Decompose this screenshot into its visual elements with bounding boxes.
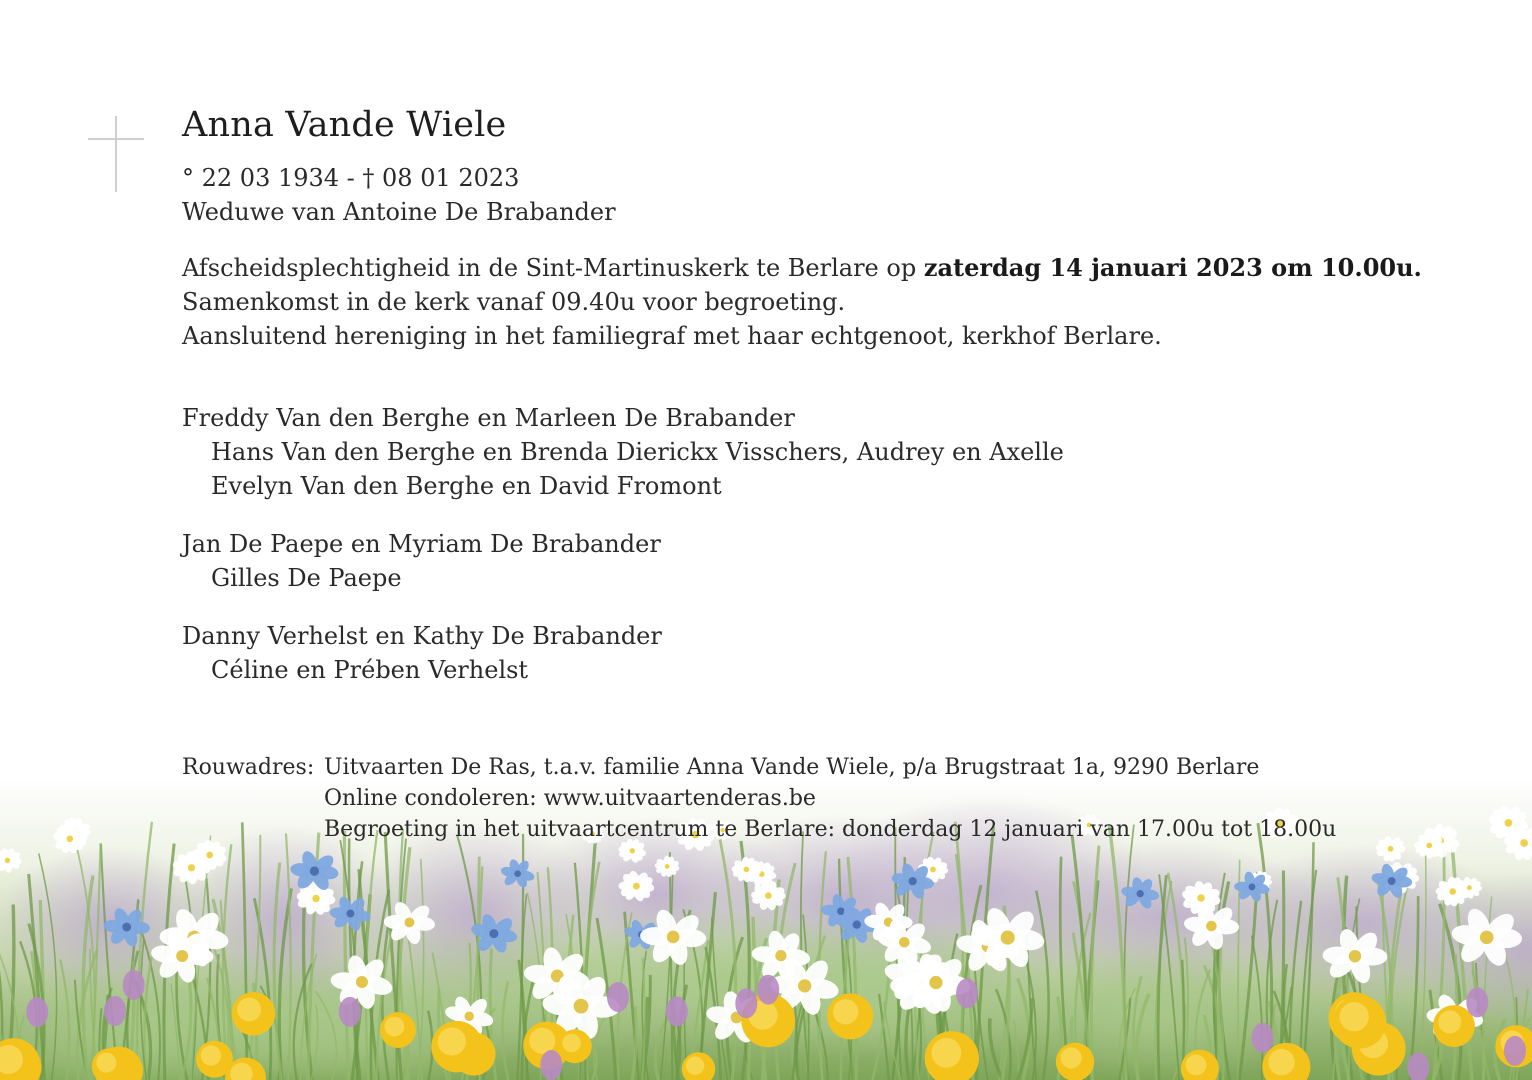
address-label: Rouwadres: — [182, 755, 315, 780]
mourning-address-block — [182, 752, 1336, 845]
family-member: Gilles De Paepe — [211, 564, 402, 592]
family-group — [182, 619, 1482, 687]
ceremony-date: zaterdag 14 januari 2023 om 10.00u. — [923, 253, 1422, 282]
address-line: Uitvaarten De Ras, t.a.v. familie Anna Vande Wiele, p/a Brugstraat 1a, 9290 Berlare — [324, 755, 1260, 780]
ceremony-line-2: Samenkomst in de kerk vanaf 09.40u voor begroeting. — [182, 288, 846, 316]
online-condolence-line: Online condoleren: www.uitvaartenderas.be — [324, 786, 816, 811]
ceremony-line-1 — [182, 251, 1482, 285]
family-group — [182, 401, 1482, 503]
family-member: Evelyn Van den Berghe en David Fromont — [211, 472, 722, 500]
family-group — [182, 527, 1482, 595]
obituary-text — [182, 100, 1482, 687]
family-head: Freddy Van den Berghe en Marleen De Brabander — [182, 404, 795, 432]
deceased-name: Anna Vande Wiele — [182, 105, 507, 145]
family-head: Danny Verhelst en Kathy De Brabander — [182, 622, 662, 650]
ceremony-place: Afscheidsplechtigheid in de Sint-Martinuskerk te Berlare op — [182, 254, 924, 282]
spouse-relation: Weduwe van Antoine De Brabander — [182, 198, 616, 226]
family-member: Hans Van den Berghe en Brenda Dierickx Visschers, Audrey en Axelle — [211, 438, 1064, 466]
life-dates: ° 22 03 1934 - † 08 01 2023 — [182, 164, 520, 192]
ceremony-line-3: Aansluitend hereniging in het familiegraf met haar echtgenoot, kerkhof Berlare. — [182, 322, 1162, 350]
family-member: Céline en Prében Verhelst — [211, 656, 529, 684]
visitation-line: Begroeting in het uitvaartcentrum te Berlare: donderdag 12 januari van 17.00u tot 18.00u — [324, 817, 1337, 842]
cross-icon — [88, 116, 144, 192]
family-head: Jan De Paepe en Myriam De Brabander — [182, 530, 661, 558]
